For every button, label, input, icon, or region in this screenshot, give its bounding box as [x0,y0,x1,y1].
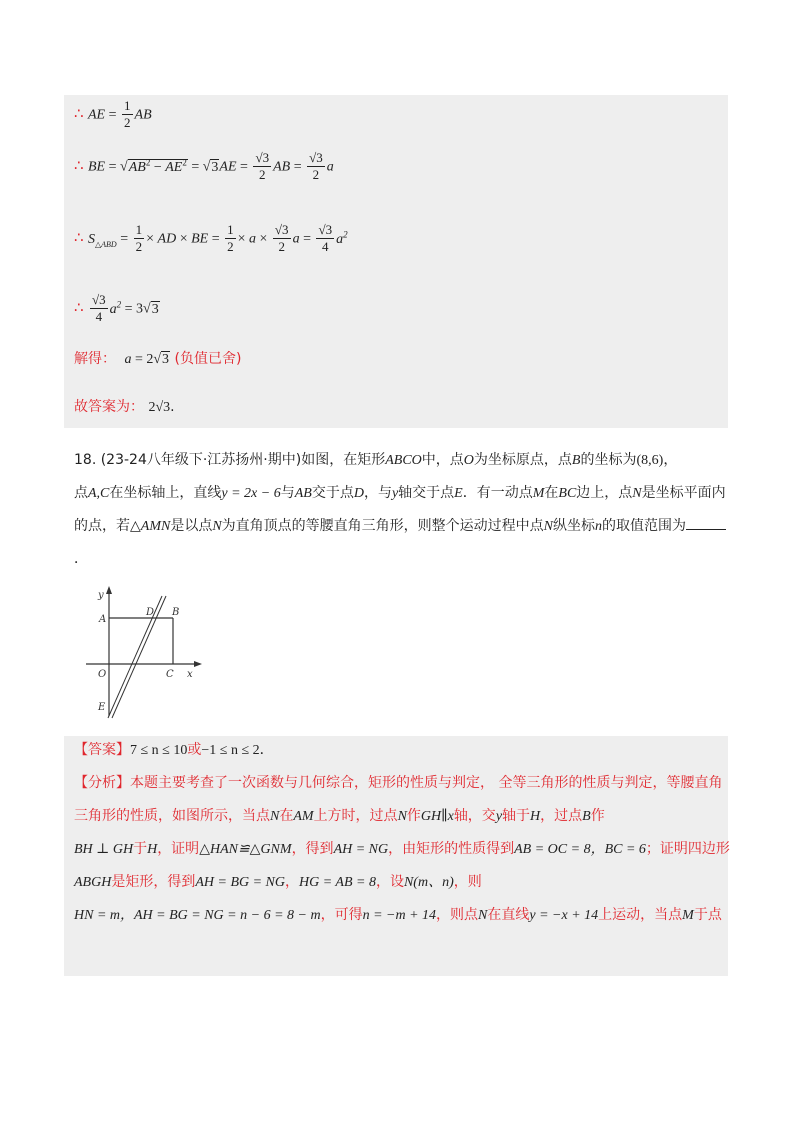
a-text: ，证明 [157,841,200,857]
a-math: N [478,908,488,923]
solve-label: 解得： [74,351,116,367]
a-text: ， [285,874,299,890]
fraction: $\frac{√3}{4}$ [92,292,106,324]
q-text: 在坐标轴上，直线 [109,485,222,501]
analysis-label: 【分析】 [74,775,130,791]
fraction: $\frac{√3}{2}$ [274,222,289,254]
q-math: N [632,486,642,501]
a-text: 上运动，当点 [598,907,683,923]
a-math: N [397,809,407,824]
label-c: C [166,669,174,680]
q-text: 纵坐标 [553,518,596,534]
a-text: ，设 [375,874,404,890]
q-math: y = 2x − 6 [221,486,281,501]
math-be: BE [88,159,106,175]
a-text: ，可得 [320,907,363,923]
q-math: ABCO [385,453,422,468]
q-text: 点 [74,485,88,501]
a-math: HN = m，AH = BG = NG = n − 6 = 8 − m [74,908,321,923]
a-text: 于 [133,841,148,857]
a-text: 作 [406,808,421,824]
solution-line-2 [74,150,334,183]
answer-range-1: 7 ≤ n ≤ 10 [130,743,188,758]
solution-line-6 [74,396,175,416]
math-solution: a = 2√3 [124,352,170,367]
math-expr: × a × [237,231,271,247]
q-math: N [212,519,222,534]
a-math: BH ⊥ GH [74,842,134,857]
a-math: H [530,809,541,824]
math-ab: AB [273,159,291,175]
q-math: D [353,486,364,501]
q-math: O [463,453,474,468]
q-text: ，与 [363,485,392,501]
a-text: 在直线 [487,907,530,923]
final-period: . [170,399,175,415]
q-text: ．有一动点 [462,485,533,501]
q-math: A,C [88,486,110,501]
x-axis-label: x [187,669,193,680]
q-math: M [532,486,545,501]
fraction: $\frac{√3}{4}$ [318,222,333,254]
a-text: 于点 [693,907,722,923]
q-text: 中，点 [421,452,464,468]
a-math: HG = AB = 8 [299,875,376,890]
a-text: ，则点 [436,907,479,923]
answer-blank [686,515,726,530]
a-text: 作 [590,808,605,824]
therefore-symbol: ∴ [74,104,84,123]
a-math: ABGH [74,875,112,890]
a-text: ；证明四边形 [645,841,730,857]
a-math: AH = BG = NG [195,875,285,890]
a-math: N [270,809,280,824]
q-math: B [571,453,581,468]
a-text: ，过点 [540,808,583,824]
fraction: $\frac{√3}{2}$ [255,150,270,182]
solution-line-3 [74,222,348,255]
q-text: 的取值范围为 [602,518,687,534]
final-answer-label: 故答案为： [74,399,144,415]
a-math: y = −x + 14 [529,908,599,923]
a-math: GH∥x [420,809,454,824]
a-text: 轴于 [502,808,531,824]
a-text: 上方时，过点 [313,808,398,824]
q-text: 与 [280,485,295,501]
math-eq: = [105,107,121,123]
a-math: AB = OC = 8，BC = 6 [514,842,646,857]
answer-label: 【答案】 [74,742,130,758]
therefore-symbol: ∴ [74,298,84,317]
a-math: △HAN≌△GNM [199,842,292,857]
q-text: 为坐标原点，点 [473,452,572,468]
a-math: n = −m + 14 [362,908,437,923]
question-source: (23-24八年级下·江苏扬州·期中) [100,452,302,468]
a-math: y [495,809,503,824]
a-text: ，由矩形的性质得到 [388,841,515,857]
math-ab: AB [134,107,152,123]
math-expr: = 3√3 [121,301,159,317]
q-math: N [543,519,554,534]
label-a: A [99,614,107,625]
q-text: 如图，在矩形 [301,452,386,468]
math-eq: = [116,231,132,247]
final-answer-value: 2√3 [148,400,171,415]
a-math: AH = NG [333,842,389,857]
question-18 [74,444,730,576]
a-text: ，则 [453,874,482,890]
q-text: 是坐标平面内的点，若 [74,485,726,534]
fraction: $\frac{√3}{2}$ [309,150,323,182]
answer-or: 或 [187,742,202,758]
a-math: M [682,908,694,923]
a-text: ，得到 [291,841,334,857]
q-text: 轴交于点 [398,485,455,501]
a-math: H [147,842,158,857]
label-d: D [146,607,155,618]
answer-end: ． [259,742,274,758]
q-text: ． [74,551,88,567]
solution-line-4 [74,292,160,325]
math-area: $S_{\triangle ABD}$ [88,231,117,249]
math-expr: = $√AB^2 - AE^2 = √3AE$ = [105,156,252,175]
q-text: 边上，点 [576,485,633,501]
therefore-symbol: ∴ [74,156,84,175]
label-b: B [172,607,180,618]
solution-line-5 [74,348,241,368]
fraction: $\frac{1}{2}$ [124,98,131,130]
math-expr: × AD × BE = [146,231,224,247]
q-text: 在 [544,485,559,501]
fraction: $\frac{1}{2}$ [227,222,234,254]
answer-analysis [74,734,730,932]
q-text: ， [663,452,678,468]
solution-line-1 [74,98,152,131]
math-a2: $a^2$ [109,298,122,317]
solution-block [64,95,728,428]
math-eq: = [290,159,306,175]
a-math: N(m、n) [403,875,454,890]
a-math: B [582,809,591,824]
question-number: 18. [74,452,97,468]
analysis-text: 本题主要考查了一次函数与几何综合，矩形的性质与判定， 全等三角形的性质与判定，等腰直角三角形的性质，如图所示，当点 [74,775,723,824]
negative-note: (负值已舍) [174,351,242,367]
math-a: a [326,159,334,175]
q-math: AB [294,486,312,501]
q-math: y [391,486,399,501]
label-o: O [98,669,107,680]
therefore-symbol: ∴ [74,228,84,247]
a-text: 是矩形，得到 [111,874,196,890]
answer-range-2: −1 ≤ n ≤ 2 [201,743,260,758]
q-text: 是以点 [170,518,213,534]
q-math: n [595,519,603,534]
math-eq: = [299,231,315,247]
y-axis-label: y [98,590,104,601]
math-a: a [292,231,300,247]
a-math: AM [293,809,314,824]
q-text: 为直角顶点的等腰直角三角形，则整个运动过程中点 [221,518,544,534]
math-a2: $a^2$ [336,228,348,247]
coordinate-figure [84,586,204,724]
q-math: (8,6) [636,453,664,468]
fraction: $\frac{1}{2}$ [135,222,143,254]
q-math: E [454,486,463,501]
q-text: 交于点 [311,485,354,501]
math-ae: AE [88,107,106,123]
q-math: △AMN [130,519,171,534]
q-text: 的坐标为 [580,452,637,468]
a-text: 在 [279,808,294,824]
q-math: BC [558,486,577,501]
label-e: E [98,702,106,713]
a-text: 轴，交 [453,808,496,824]
